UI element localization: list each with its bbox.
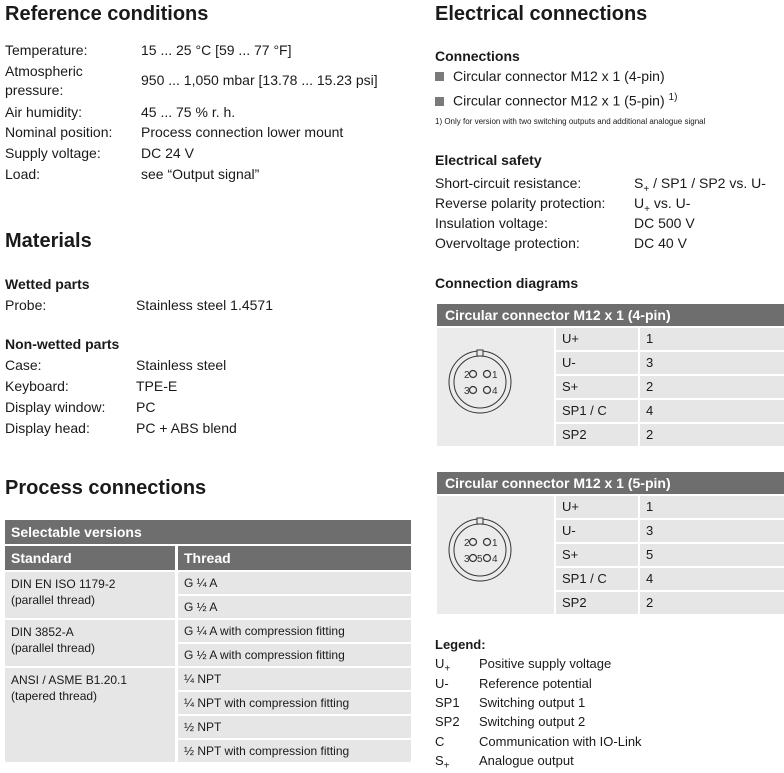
legend-row bbox=[435, 656, 611, 675]
safety-value: DC 40 V bbox=[634, 235, 687, 251]
pin-cell: 2 bbox=[640, 376, 784, 398]
legend-row bbox=[435, 734, 642, 749]
material-label: Keyboard: bbox=[5, 378, 69, 394]
signal-cell: SP1 / C bbox=[556, 568, 638, 590]
material-value: Stainless steel 1.4571 bbox=[136, 297, 273, 313]
pin-cell: 3 bbox=[640, 520, 784, 542]
material-label: Case: bbox=[5, 357, 42, 373]
pin-cell: 2 bbox=[640, 424, 784, 446]
thread-cell: G ¼ A bbox=[178, 572, 411, 594]
legend-row bbox=[435, 676, 592, 691]
legend-text: Positive supply voltage bbox=[479, 656, 612, 671]
legend-text: Switching output 2 bbox=[479, 714, 586, 729]
connection-item bbox=[435, 67, 665, 86]
m12-4pin-connector-icon bbox=[437, 328, 554, 446]
legend-text: Switching output 1 bbox=[479, 695, 586, 710]
standard-name: ANSI / ASME B1.20.1 bbox=[11, 673, 128, 687]
standard-note: (parallel thread) bbox=[11, 593, 96, 607]
signal-cell: U+ bbox=[556, 328, 638, 350]
thread-cell: ½ NPT bbox=[178, 716, 411, 738]
pin-cell: 4 bbox=[640, 568, 784, 590]
material-value: PC + ABS blend bbox=[136, 420, 237, 436]
pin-label: 1 bbox=[492, 370, 498, 381]
ref-row-temperature bbox=[5, 41, 405, 60]
thread-cell: ¼ NPT bbox=[178, 668, 411, 690]
safety-label: Overvoltage protection: bbox=[435, 235, 580, 251]
connector-4pin-title: Circular connector M12 x 1 (4-pin) bbox=[437, 304, 784, 326]
signal-cell: U- bbox=[556, 352, 638, 374]
safety-value: DC 500 V bbox=[634, 215, 695, 231]
table-title: Selectable versions bbox=[5, 520, 411, 544]
legend-text: Communication with IO-Link bbox=[479, 734, 642, 749]
material-row-case bbox=[5, 356, 405, 375]
connector-5pin-diagram bbox=[437, 496, 554, 614]
legend-symbol: $U_+$ bbox=[435, 656, 451, 675]
reference-conditions-heading: Reference conditions bbox=[5, 3, 209, 25]
thread-cell: G ¼ A with compression fitting bbox=[178, 620, 411, 642]
pin-label: 3 bbox=[464, 386, 470, 397]
ref-row-load bbox=[5, 165, 405, 184]
electrical-connections-heading: Electrical connections bbox=[435, 3, 648, 25]
ref-label: Load: bbox=[5, 166, 41, 182]
legend-symbol: C bbox=[435, 734, 445, 749]
safety-label: Short-circuit resistance: bbox=[435, 175, 582, 191]
square-bullet-icon bbox=[435, 97, 444, 106]
ref-value: see “Output signal” bbox=[141, 166, 260, 182]
material-label: Probe: bbox=[5, 297, 47, 313]
process-connections-heading: Process connections bbox=[5, 477, 207, 499]
connection-diagrams-heading: Connection diagrams bbox=[435, 275, 579, 291]
safety-label: Reverse polarity protection: bbox=[435, 195, 606, 211]
legend-symbol: U- bbox=[435, 676, 449, 691]
signal-cell: SP2 bbox=[556, 592, 638, 614]
material-row-display-window bbox=[5, 398, 405, 417]
pin-label: 2 bbox=[464, 538, 470, 549]
legend-row bbox=[435, 695, 585, 710]
standard-cell bbox=[5, 668, 175, 762]
thread-cell: ¼ NPT with compression fitting bbox=[178, 692, 411, 714]
ref-row-supply bbox=[5, 144, 405, 163]
ref-value: DC 24 V bbox=[141, 145, 194, 161]
signal-cell: SP2 bbox=[556, 424, 638, 446]
ref-label: Nominal position: bbox=[5, 124, 113, 140]
column-header-thread: Thread bbox=[178, 546, 411, 570]
pin-cell: 1 bbox=[640, 496, 784, 518]
standard-name: DIN EN ISO 1179-2 bbox=[11, 577, 116, 591]
material-value: Stainless steel bbox=[136, 357, 227, 373]
ref-value: Process connection lower mount bbox=[141, 124, 344, 140]
legend-heading: Legend: bbox=[435, 637, 486, 652]
pin-cell: 2 bbox=[640, 592, 784, 614]
ref-label: Supply voltage: bbox=[5, 145, 101, 161]
materials-heading: Materials bbox=[5, 230, 92, 252]
connector-4pin-diagram bbox=[437, 328, 554, 446]
standard-note: (tapered thread) bbox=[11, 689, 98, 703]
ref-value: 950 ... 1,050 mbar [13.78 ... 15.23 psi] bbox=[141, 72, 378, 88]
wetted-parts-heading: Wetted parts bbox=[5, 276, 90, 292]
material-value: TPE-E bbox=[136, 378, 178, 394]
connection-item bbox=[435, 88, 677, 111]
ref-label-line2: pressure: bbox=[5, 82, 64, 98]
m12-5pin-connector-icon bbox=[437, 496, 554, 614]
signal-cell: U+ bbox=[556, 496, 638, 518]
ref-value: 45 ... 75 % r. h. bbox=[141, 104, 236, 120]
thread-cell: ½ NPT with compression fitting bbox=[178, 740, 411, 762]
standard-cell bbox=[5, 620, 175, 666]
connector-5pin-title: Circular connector M12 x 1 (5-pin) bbox=[437, 472, 784, 494]
connection-footnote: 1) Only for version with two switching outputs and additional analogue signal bbox=[435, 117, 706, 126]
pin-cell: 1 bbox=[640, 328, 784, 350]
thread-cell: G ½ A with compression fitting bbox=[178, 644, 411, 666]
signal-cell: S+ bbox=[556, 544, 638, 566]
material-row-display-head bbox=[5, 419, 405, 438]
electrical-safety-heading: Electrical safety bbox=[435, 152, 542, 168]
ref-label: Air humidity: bbox=[5, 104, 83, 120]
legend-symbol: $S_+$ bbox=[435, 753, 450, 772]
legend-symbol: SP2 bbox=[435, 714, 460, 729]
legend-text: Reference potential bbox=[479, 676, 592, 691]
legend-row bbox=[435, 753, 574, 772]
ref-label-line1: Atmospheric bbox=[5, 63, 83, 79]
legend-row bbox=[435, 714, 585, 729]
material-row-keyboard bbox=[5, 377, 405, 396]
ref-row-position bbox=[5, 123, 405, 142]
ref-row-pressure bbox=[5, 62, 405, 100]
signal-cell: SP1 / C bbox=[556, 400, 638, 422]
connection-label: Circular connector M12 x 1 (4-pin) bbox=[453, 68, 665, 84]
pin-cell: 5 bbox=[640, 544, 784, 566]
square-bullet-icon bbox=[435, 72, 444, 81]
safety-label: Insulation voltage: bbox=[435, 215, 548, 231]
pin-cell: 4 bbox=[640, 400, 784, 422]
pin-label: 5 bbox=[477, 554, 483, 565]
pin-label: 1 bbox=[492, 538, 498, 549]
pin-label: 4 bbox=[492, 386, 498, 397]
material-label: Display window: bbox=[5, 399, 106, 415]
safety-value: $U_+$ vs. U- bbox=[634, 195, 691, 215]
standard-name: DIN 3852-A bbox=[11, 625, 74, 639]
signal-cell: U- bbox=[556, 520, 638, 542]
legend-symbol: SP1 bbox=[435, 695, 460, 710]
standard-note: (parallel thread) bbox=[11, 641, 96, 655]
non-wetted-parts-heading: Non-wetted parts bbox=[5, 336, 120, 352]
footnote-marker: 1) bbox=[668, 92, 678, 103]
legend-text: Analogue output bbox=[479, 753, 574, 768]
ref-label: Temperature: bbox=[5, 42, 88, 58]
signal-cell: S+ bbox=[556, 376, 638, 398]
ref-value: 15 ... 25 °C [59 ... 77 °F] bbox=[141, 42, 292, 58]
safety-value: $S_+ / SP1 / SP2$ vs. U- bbox=[634, 175, 766, 195]
material-label: Display head: bbox=[5, 420, 90, 436]
pin-cell: 3 bbox=[640, 352, 784, 374]
material-row-probe bbox=[5, 296, 405, 315]
column-header-standard: Standard bbox=[5, 546, 175, 570]
thread-cell: G ½ A bbox=[178, 596, 411, 618]
pin-label: 3 bbox=[464, 554, 470, 565]
connections-heading: Connections bbox=[435, 48, 520, 64]
pin-label: 2 bbox=[464, 370, 470, 381]
pin-label: 4 bbox=[492, 554, 498, 565]
standard-cell bbox=[5, 572, 175, 618]
connection-label: Circular connector M12 x 1 (5-pin) bbox=[453, 92, 665, 109]
ref-row-humidity bbox=[5, 103, 405, 122]
material-value: PC bbox=[136, 399, 156, 415]
